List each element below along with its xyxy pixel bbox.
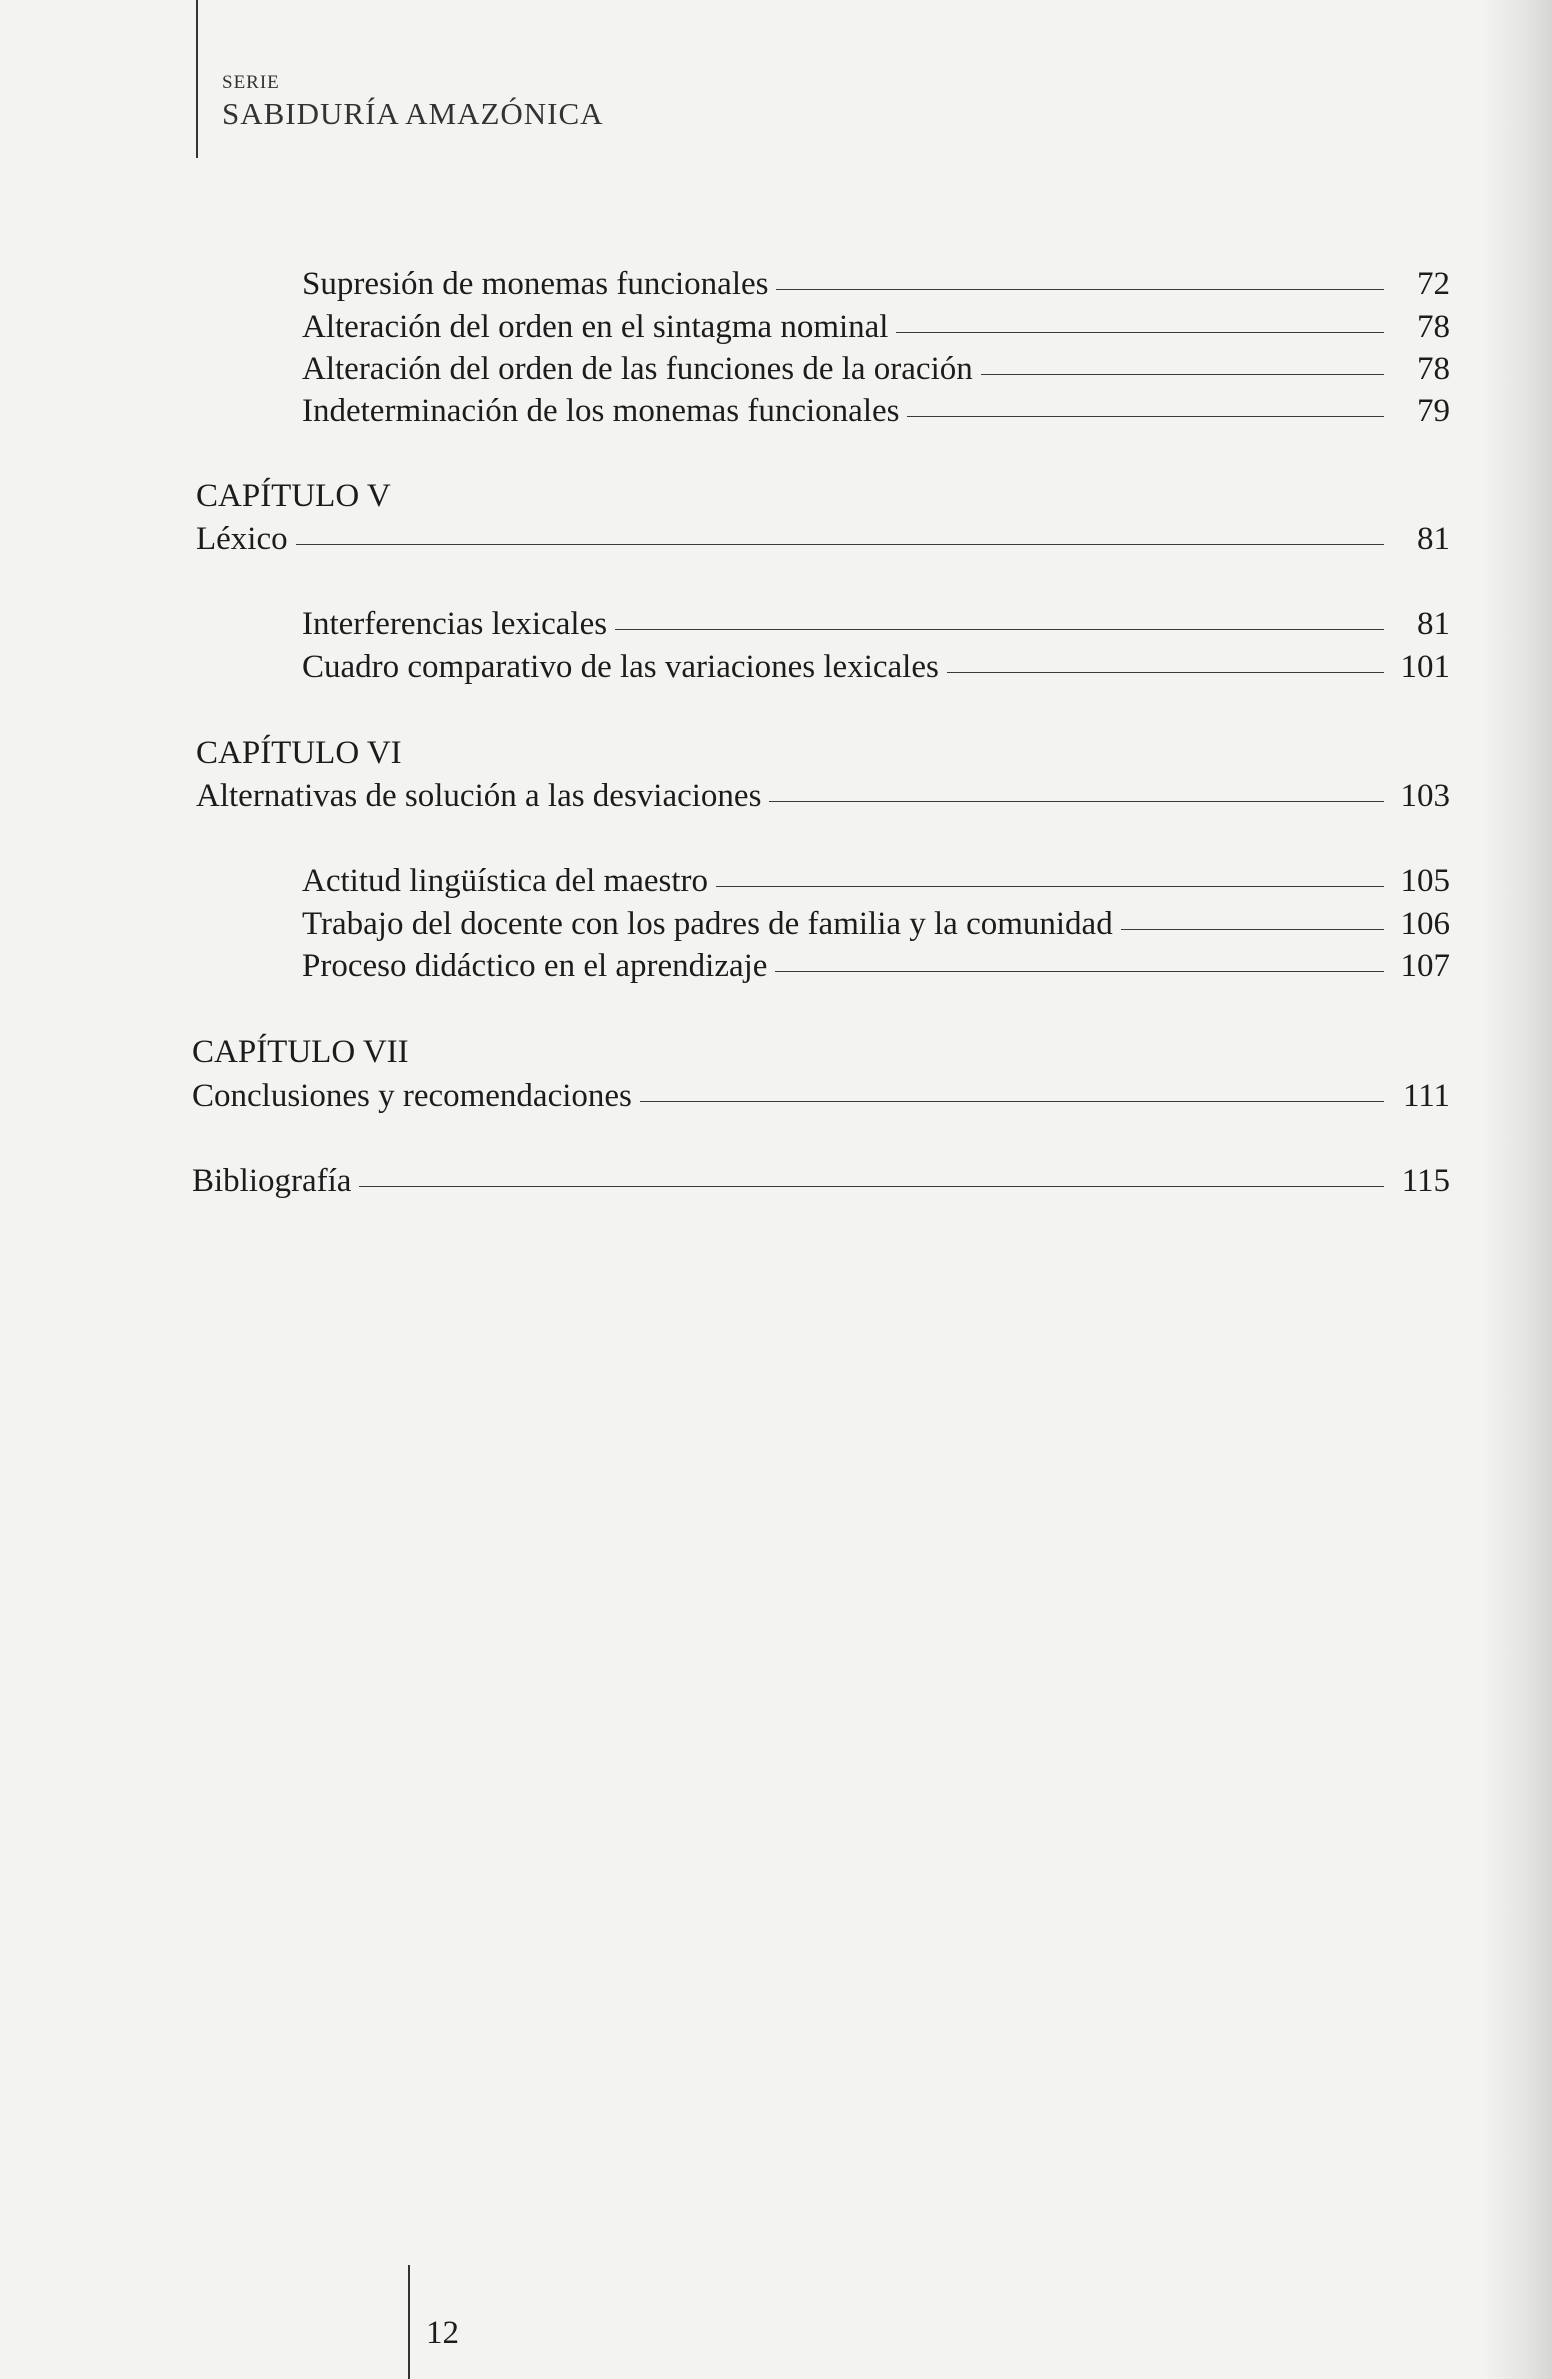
dot-leader (296, 544, 1384, 545)
page-edge-shadow (1482, 0, 1552, 2379)
chapter-heading: CAPÍTULO V (196, 478, 391, 514)
toc-entry-title: Bibliografía (192, 1163, 352, 1199)
toc-entry-title: Trabajo del docente con los padres de familia y la comunidad (302, 906, 1113, 942)
header-vertical-rule (196, 0, 198, 158)
dot-leader (359, 1186, 1384, 1187)
toc-entry[interactable] (302, 608, 1450, 641)
toc-entry-title: Supresión de monemas funcionales (302, 266, 769, 302)
toc-entry-title: Léxico (196, 521, 288, 557)
toc-entry[interactable] (192, 1165, 1450, 1198)
toc-entry-page: 106 (1400, 906, 1450, 942)
toc-entry[interactable] (302, 353, 1450, 386)
toc-entry-page: 115 (1401, 1163, 1450, 1199)
toc-entry-page: 78 (1417, 309, 1450, 345)
toc-entry-page: 101 (1400, 649, 1450, 685)
toc-entry-title: Actitud lingüística del maestro (302, 863, 708, 899)
dot-leader (769, 801, 1384, 802)
toc-entry-title: Alternativas de solución a las desviaciones (196, 778, 762, 814)
toc-entry[interactable] (196, 523, 1450, 556)
toc-entry[interactable] (302, 268, 1450, 301)
footer-vertical-rule (408, 2265, 410, 2379)
dot-leader (1121, 929, 1384, 930)
toc-entry-page: 81 (1417, 521, 1450, 557)
toc-entry-page: 79 (1417, 393, 1450, 429)
toc-entry-title: Conclusiones y recomendaciones (192, 1078, 632, 1114)
toc-entry[interactable] (302, 950, 1450, 983)
toc-entry-page: 78 (1417, 351, 1450, 387)
dot-leader (640, 1101, 1384, 1102)
toc-entry-page: 103 (1400, 778, 1450, 814)
toc-entry[interactable] (302, 311, 1450, 344)
toc-entry-page: 81 (1417, 606, 1450, 642)
toc-entry-page: 72 (1417, 266, 1450, 302)
toc-entry-title: Interferencias lexicales (302, 606, 608, 642)
toc-entry[interactable] (302, 865, 1450, 898)
toc-entry-title: Alteración del orden en el sintagma nominal (302, 309, 889, 345)
dot-leader (615, 629, 1384, 630)
toc-entry[interactable] (302, 651, 1450, 684)
toc-entry-title: Alteración del orden de las funciones de la oración (302, 351, 973, 387)
series-name: SABIDURÍA AMAZÓNICA (222, 96, 604, 131)
toc-entry-page: 111 (1402, 1078, 1450, 1114)
toc-entry[interactable] (192, 1080, 1450, 1113)
chapter-heading: CAPÍTULO VII (192, 1034, 409, 1070)
toc-entry-page: 105 (1400, 863, 1450, 899)
dot-leader (775, 971, 1384, 972)
dot-leader (947, 672, 1384, 673)
page-number: 12 (426, 2315, 459, 2351)
dot-leader (896, 332, 1384, 333)
toc-entry-title: Proceso didáctico en el aprendizaje (302, 948, 768, 984)
dot-leader (776, 289, 1384, 290)
toc-entry[interactable] (302, 395, 1450, 428)
toc-entry[interactable] (196, 780, 1450, 813)
toc-entry-page: 107 (1400, 948, 1450, 984)
toc-entry-title: Cuadro comparativo de las variaciones lexicales (302, 649, 939, 685)
dot-leader (716, 886, 1384, 887)
series-label: SERIE (222, 72, 280, 93)
dot-leader (907, 416, 1384, 417)
dot-leader (981, 374, 1384, 375)
chapter-heading: CAPÍTULO VI (196, 735, 402, 771)
toc-entry-title: Indeterminación de los monemas funcionales (302, 393, 900, 429)
toc-entry[interactable] (302, 908, 1450, 941)
